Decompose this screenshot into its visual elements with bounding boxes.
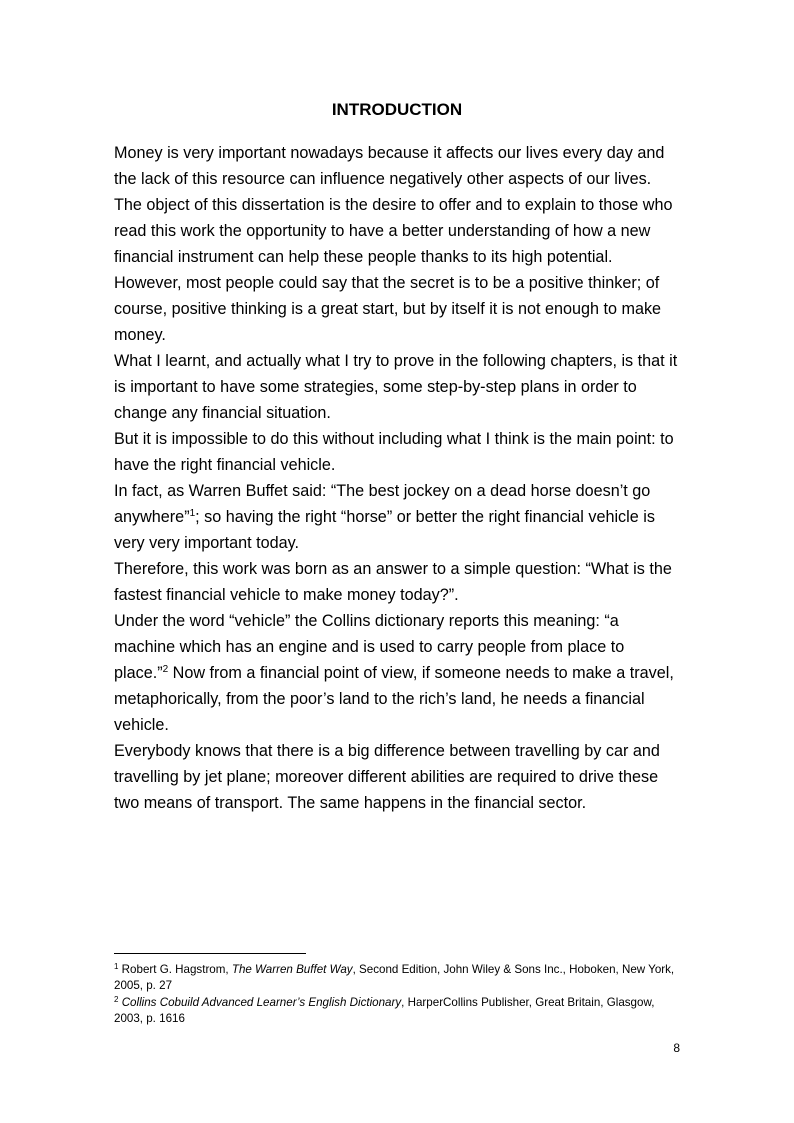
paragraph-text: Under the word “vehicle” the Collins dictionary reports this meaning: “a machine which has an engine and is used to carry people from place to place.” (114, 612, 625, 682)
body-text (114, 140, 680, 816)
paragraph: The object of this dissertation is the desire to offer and to explain to those who read this work the opportunity to have a better understanding of how a new financial instrument can help these people thanks to its high potential. (114, 196, 673, 266)
footnotes (114, 962, 676, 1028)
paragraph: Money is very important nowadays because it affects our lives every day and the lack of this resource can influence negatively other aspects of our lives. (114, 144, 665, 188)
paragraph-text: Now from a financial point of view, if someone needs to make a travel, metaphorically, from the poor’s land to the rich’s land, he needs a financial vehicle. (114, 664, 674, 734)
paragraph-text: ; so having the right “horse” or better the right financial vehicle is very very important today. (114, 508, 655, 552)
paragraph: Therefore, this work was born as an answer to a simple question: “What is the fastest financial vehicle to make money today?”. (114, 560, 672, 604)
footnote-text: Robert G. Hagstrom, (118, 963, 232, 976)
footnote-number: 2 (114, 995, 119, 1004)
footnote-number: 1 (114, 962, 119, 971)
page-title: INTRODUCTION (331, 100, 463, 119)
paragraph: However, most people could say that the secret is to be a positive thinker; of course, positive thinking is a great start, but by itself it is not enough to make money. (114, 274, 662, 344)
footnote (114, 995, 676, 1027)
paragraph: Everybody knows that there is a big difference between travelling by car and travelling by jet plane; moreover different abilities are required to drive these two means of transport. The same happens in the financial sector. (114, 742, 660, 812)
footnote-reference: 1 (189, 508, 196, 519)
paragraph-collins-definition (114, 608, 680, 738)
paragraph-text: In fact, as Warren Buffet said: “The best jockey on a dead horse doesn’t go anywhere” (114, 482, 651, 526)
paragraph: What I learnt, and actually what I try to prove in the following chapters, is that it is important to have some strategies, some step-by-step plans in order to change any financial situation. (114, 352, 678, 422)
footnote-text: , HarperCollins Publisher, Great Britain, Glasgow, 2003, p. 1616 (114, 996, 655, 1025)
footnote-book-title: The Warren Buffet Way (231, 963, 353, 976)
paragraph-buffet-quote (114, 478, 680, 556)
footnote-reference: 2 (162, 664, 169, 675)
footnote-separator (114, 953, 306, 954)
footnote-book-title: Collins Cobuild Advanced Learner’s English Dictionary (121, 996, 402, 1009)
paragraph: But it is impossible to do this without including what I think is the main point: to have the right financial vehicle. (114, 430, 674, 474)
footnote-text: , Second Edition, John Wiley & Sons Inc., Hoboken, New York, 2005, p. 27 (114, 963, 675, 992)
footnote (114, 962, 676, 994)
page-number: 8 (673, 1041, 680, 1055)
